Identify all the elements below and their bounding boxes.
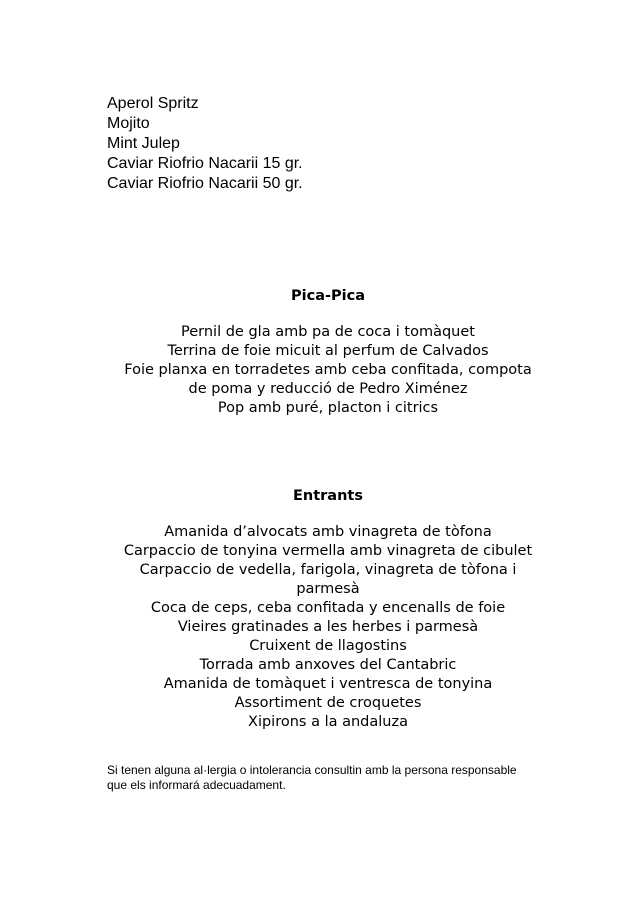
menu-item: de poma y reducció de Pedro Ximénez bbox=[188, 381, 468, 397]
allergy-note-line: Si tenen alguna al·lergia o intolerancia consultin amb la persona responsable bbox=[107, 763, 517, 777]
pica-pica-title: Pica-Pica bbox=[291, 288, 365, 304]
allergy-note-line: que els informará adecuadament. bbox=[107, 778, 286, 792]
menu-item: Vieires gratinades a les herbes i parmesà bbox=[177, 619, 479, 635]
menu-item: Pop amb puré, placton i citrics bbox=[217, 400, 439, 416]
menu-item: Foie planxa en torradetes amb ceba confitada, compota bbox=[124, 362, 532, 378]
entrants-section bbox=[0, 487, 640, 732]
caviar-item: Caviar Riofrio Nacarii 15 gr. bbox=[107, 155, 303, 172]
drink-item: Mojito bbox=[107, 115, 150, 132]
menu-item: parmesà bbox=[296, 581, 360, 597]
menu-item: Assortiment de croquetes bbox=[234, 695, 422, 711]
drink-item: Mint Julep bbox=[107, 135, 180, 152]
pica-pica-section bbox=[0, 287, 640, 418]
entrants-title: Entrants bbox=[293, 488, 363, 504]
allergy-note bbox=[107, 763, 517, 793]
caviar-item: Caviar Riofrio Nacarii 50 gr. bbox=[107, 175, 303, 192]
drink-item: Aperol Spritz bbox=[107, 95, 199, 112]
menu-item: Carpaccio de vedella, farigola, vinagreta de tòfona i bbox=[139, 562, 517, 578]
menu-item: Amanida de tomàquet i ventresca de tonyina bbox=[163, 676, 493, 692]
menu-item: Amanida d’alvocats amb vinagreta de tòfona bbox=[164, 524, 492, 540]
menu-item: Torrada amb anxoves del Cantabric bbox=[199, 657, 457, 673]
menu-item: Xipirons a la andaluza bbox=[248, 714, 408, 730]
menu-item: Coca de ceps, ceba confitada y encenalls de foie bbox=[150, 600, 506, 616]
menu-item: Carpaccio de tonyina vermella amb vinagreta de cibulet bbox=[123, 543, 533, 559]
menu-item: Terrina de foie micuit al perfum de Calvados bbox=[167, 343, 489, 359]
drinks-list bbox=[107, 94, 303, 194]
menu-item: Pernil de gla amb pa de coca i tomàquet bbox=[181, 324, 475, 340]
menu-item: Cruixent de llagostins bbox=[249, 638, 407, 654]
